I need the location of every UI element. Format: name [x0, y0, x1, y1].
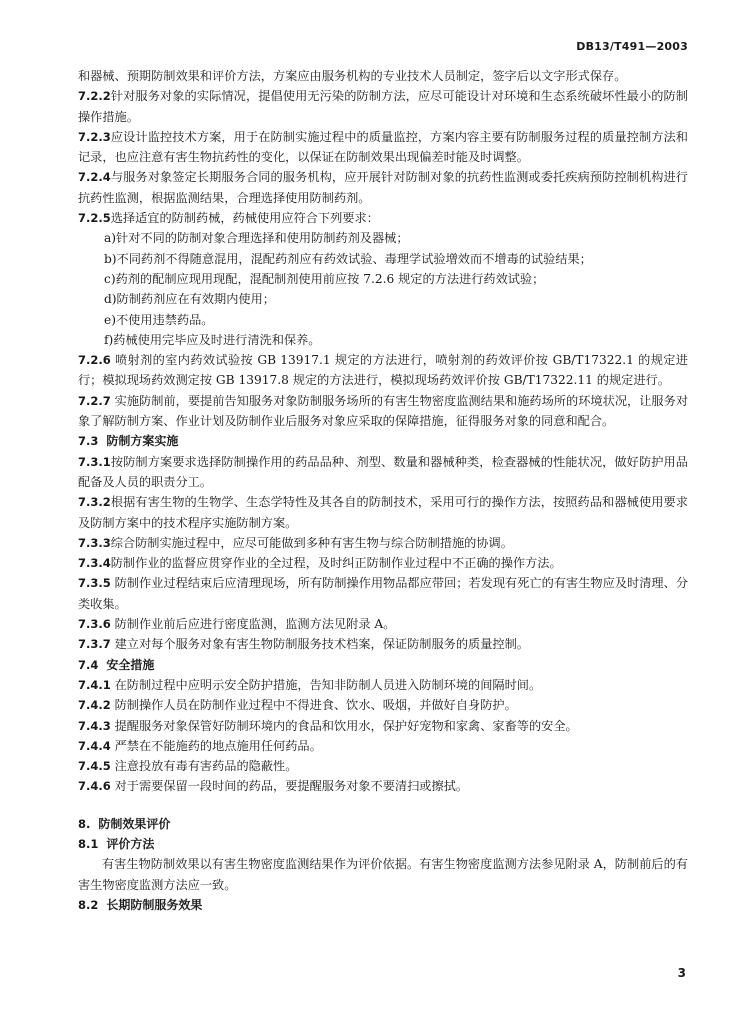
clause-number: 7.3.6	[78, 617, 111, 632]
clause-text: 按防制方案要求选择防制操作用的药品品种、剂型、数量和器械种类，检查器械的性能状况，做好防护用品配备及人员的职责分工。	[78, 454, 688, 489]
list-item-d: d)防制药剂应在有效期内使用；	[104, 292, 275, 307]
clause-text: 在防制过程中应明示安全防护措施，告知非防制人员进入防制环境的间隔时间。	[114, 677, 542, 692]
section-title: 评价方法	[106, 836, 155, 851]
clause-text: 注意投放有毒有害药品的隐蔽性。	[114, 759, 298, 774]
clause-number: 7.3.4	[78, 556, 111, 571]
clause-7-3-1	[78, 452, 688, 493]
section-title: 安全措施	[106, 657, 155, 672]
section-number: 7.3	[78, 434, 99, 449]
clause-7-4-2	[78, 695, 688, 715]
clause-text: 防制操作人员在防制作业过程中不得进食、饮水、吸烟，并做好自身防护。	[114, 698, 517, 713]
clause-7-2-7	[78, 391, 688, 432]
clause-number: 7.4.5	[78, 759, 111, 774]
clause-number: 7.2.6	[78, 353, 111, 368]
clause-number: 7.2.4	[78, 170, 111, 185]
list-item-c: c)药剂的配制应现用现配，混配制剂使用前应按 7.2.6 规定的方法进行药效试验；	[104, 271, 545, 286]
clause-number: 7.2.2	[78, 89, 111, 104]
section-heading-7-3	[78, 431, 688, 451]
page-number: 3	[677, 966, 686, 980]
list-item-b: b)不同药剂不得随意混用，混配药剂应有药效试验、毒理学试验增效而不增毒的试验结果；	[104, 251, 592, 266]
clause-7-2-3	[78, 127, 688, 168]
clause-number: 7.4.3	[78, 718, 111, 733]
clause-7-2-2	[78, 86, 688, 127]
clause-7-4-5	[78, 756, 688, 776]
paragraph-text: 和器械、预期防制效果和评价方法，方案应由服务机构的专业技术人员制定，签字后以文字形式保存。	[78, 69, 627, 83]
clause-text: 严禁在不能施药的地点施用任何药品。	[114, 738, 322, 753]
clause-number: 7.4.4	[78, 738, 111, 753]
clause-number: 7.4.2	[78, 698, 111, 713]
clause-7-2-4	[78, 167, 688, 208]
clause-7-3-3	[78, 533, 688, 553]
section-number: 7.4	[78, 657, 99, 672]
clause-number: 7.3.3	[78, 535, 111, 550]
clause-number: 7.3.5	[78, 576, 111, 591]
chapter-number: 8.	[78, 816, 91, 831]
clause-number: 7.4.6	[78, 779, 111, 794]
clause-7-3-7	[78, 634, 688, 654]
section-heading-8-2	[78, 895, 688, 915]
list-item-e: e)不使用违禁药品。	[104, 312, 214, 327]
clause-text: 综合防制实施过程中，应尽可能做到多种有害生物与综合防制措施的协调。	[110, 535, 513, 550]
clause-text: 应设计监控技术方案，用于在防制实施过程中的质量监控，方案内容主要有防制服务过程的质量控制方法和记录，也应注意有害生物抗药性的变化，以保证在防制效果出现偏差时能及时调整。	[78, 129, 688, 165]
section-number: 8.1	[78, 836, 99, 851]
paragraph-8-1: 有害生物防制效果以有害生物密度监测结果作为评价依据。有害生物密度监测方法参见附录 A，防制前后的有害生物密度监测方法应一致。	[78, 857, 688, 892]
clause-7-4-6	[78, 776, 688, 796]
clause-text: 喷射剂的室内药效试验按 GB 13917.1 规定的方法进行，喷射剂的药效评价按 GB/T17322.1 的规定进行；模拟现场药效测定按 GB 13917.8 规定的方法进行，模拟现场药效评价按 GB/T17322.11 的规定进行。	[78, 353, 688, 388]
clause-text: 与服务对象签定长期服务合同的服务机构，应开展针对防制对象的抗药性监测或委托疾病预防控制机构进行抗药性监测，根据监测结果，合理选择使用防制药剂。	[78, 170, 688, 205]
clause-text: 根据有害生物的生物学、生态学特性及其各自的防制技术，采用可行的操作方法，按照药品和器械使用要求及防制方案中的技术程序实施防制方案。	[78, 495, 688, 530]
document-code: DB13/T491—2003	[576, 40, 688, 53]
section-spacer	[78, 797, 688, 814]
clause-7-2-5	[78, 208, 688, 228]
clause-number: 7.2.3	[78, 129, 111, 144]
page-body	[78, 66, 688, 915]
clause-7-2-6	[78, 350, 688, 391]
paragraph-continuation	[78, 66, 688, 86]
clause-text: 实施防制前，要提前告知服务对象防制服务场所的有害生物密度监测结果和施药场所的环境状况，让服务对象了解防制方案、作业计划及防制作业后服务对象应采取的保障措施，征得服务对象的同意和配合。	[78, 393, 689, 429]
clause-7-3-6	[78, 614, 688, 634]
section-number: 8.2	[78, 897, 99, 912]
clause-number: 7.2.7	[78, 393, 111, 408]
section-heading-8-1	[78, 834, 688, 854]
clause-number: 7.3.7	[78, 637, 111, 652]
clause-number: 7.4.1	[78, 677, 111, 692]
clause-number: 7.3.1	[78, 454, 111, 469]
clause-number: 7.2.5	[78, 211, 111, 226]
section-heading-7-4	[78, 655, 688, 675]
clause-7-3-2	[78, 492, 688, 533]
clause-text: 防制作业前后应进行密度监测，监测方法见附录 A。	[114, 617, 396, 632]
section-title: 长期防制服务效果	[106, 897, 203, 912]
clause-7-3-5	[78, 573, 688, 614]
clause-number: 7.3.2	[78, 495, 111, 510]
clause-7-3-4	[78, 553, 688, 573]
clause-text: 选择适宜的防制药械，药械使用应符合下列要求：	[110, 211, 379, 226]
section-title: 防制方案实施	[106, 434, 179, 449]
list-item-a: a)针对不同的防制对象合理选择和使用防制药剂及器械；	[104, 231, 409, 246]
clause-text: 建立对每个服务对象有害生物防制服务技术档案，保证防制服务的质量控制。	[114, 637, 529, 652]
clause-text: 防制作业的监督应贯穿作业的全过程，及时纠正防制作业过程中不正确的操作方法。	[110, 556, 562, 571]
chapter-title: 防制效果评价	[98, 816, 171, 831]
clause-7-4-4	[78, 736, 688, 756]
clause-text: 防制作业过程结束后应清理现场，所有防制操作用物品都应带回；若发现有死亡的有害生物应及时清理、分类收集。	[78, 576, 689, 611]
clause-7-4-1	[78, 675, 688, 695]
clause-text: 提醒服务对象保管好防制环境内的食品和饮用水，保护好宠物和家禽、家畜等的安全。	[114, 718, 578, 733]
clause-text: 针对服务对象的实际情况，提倡使用无污染的防制方法，应尽可能设计对环境和生态系统破坏性最小的防制操作措施。	[78, 89, 688, 124]
clause-text: 对于需要保留一段时间的药品，要提醒服务对象不要清扫或擦拭。	[114, 779, 469, 794]
list-item-f: f)药械使用完毕应及时进行清洗和保养。	[104, 332, 321, 347]
chapter-heading-8	[78, 814, 688, 834]
clause-7-4-3	[78, 716, 688, 736]
